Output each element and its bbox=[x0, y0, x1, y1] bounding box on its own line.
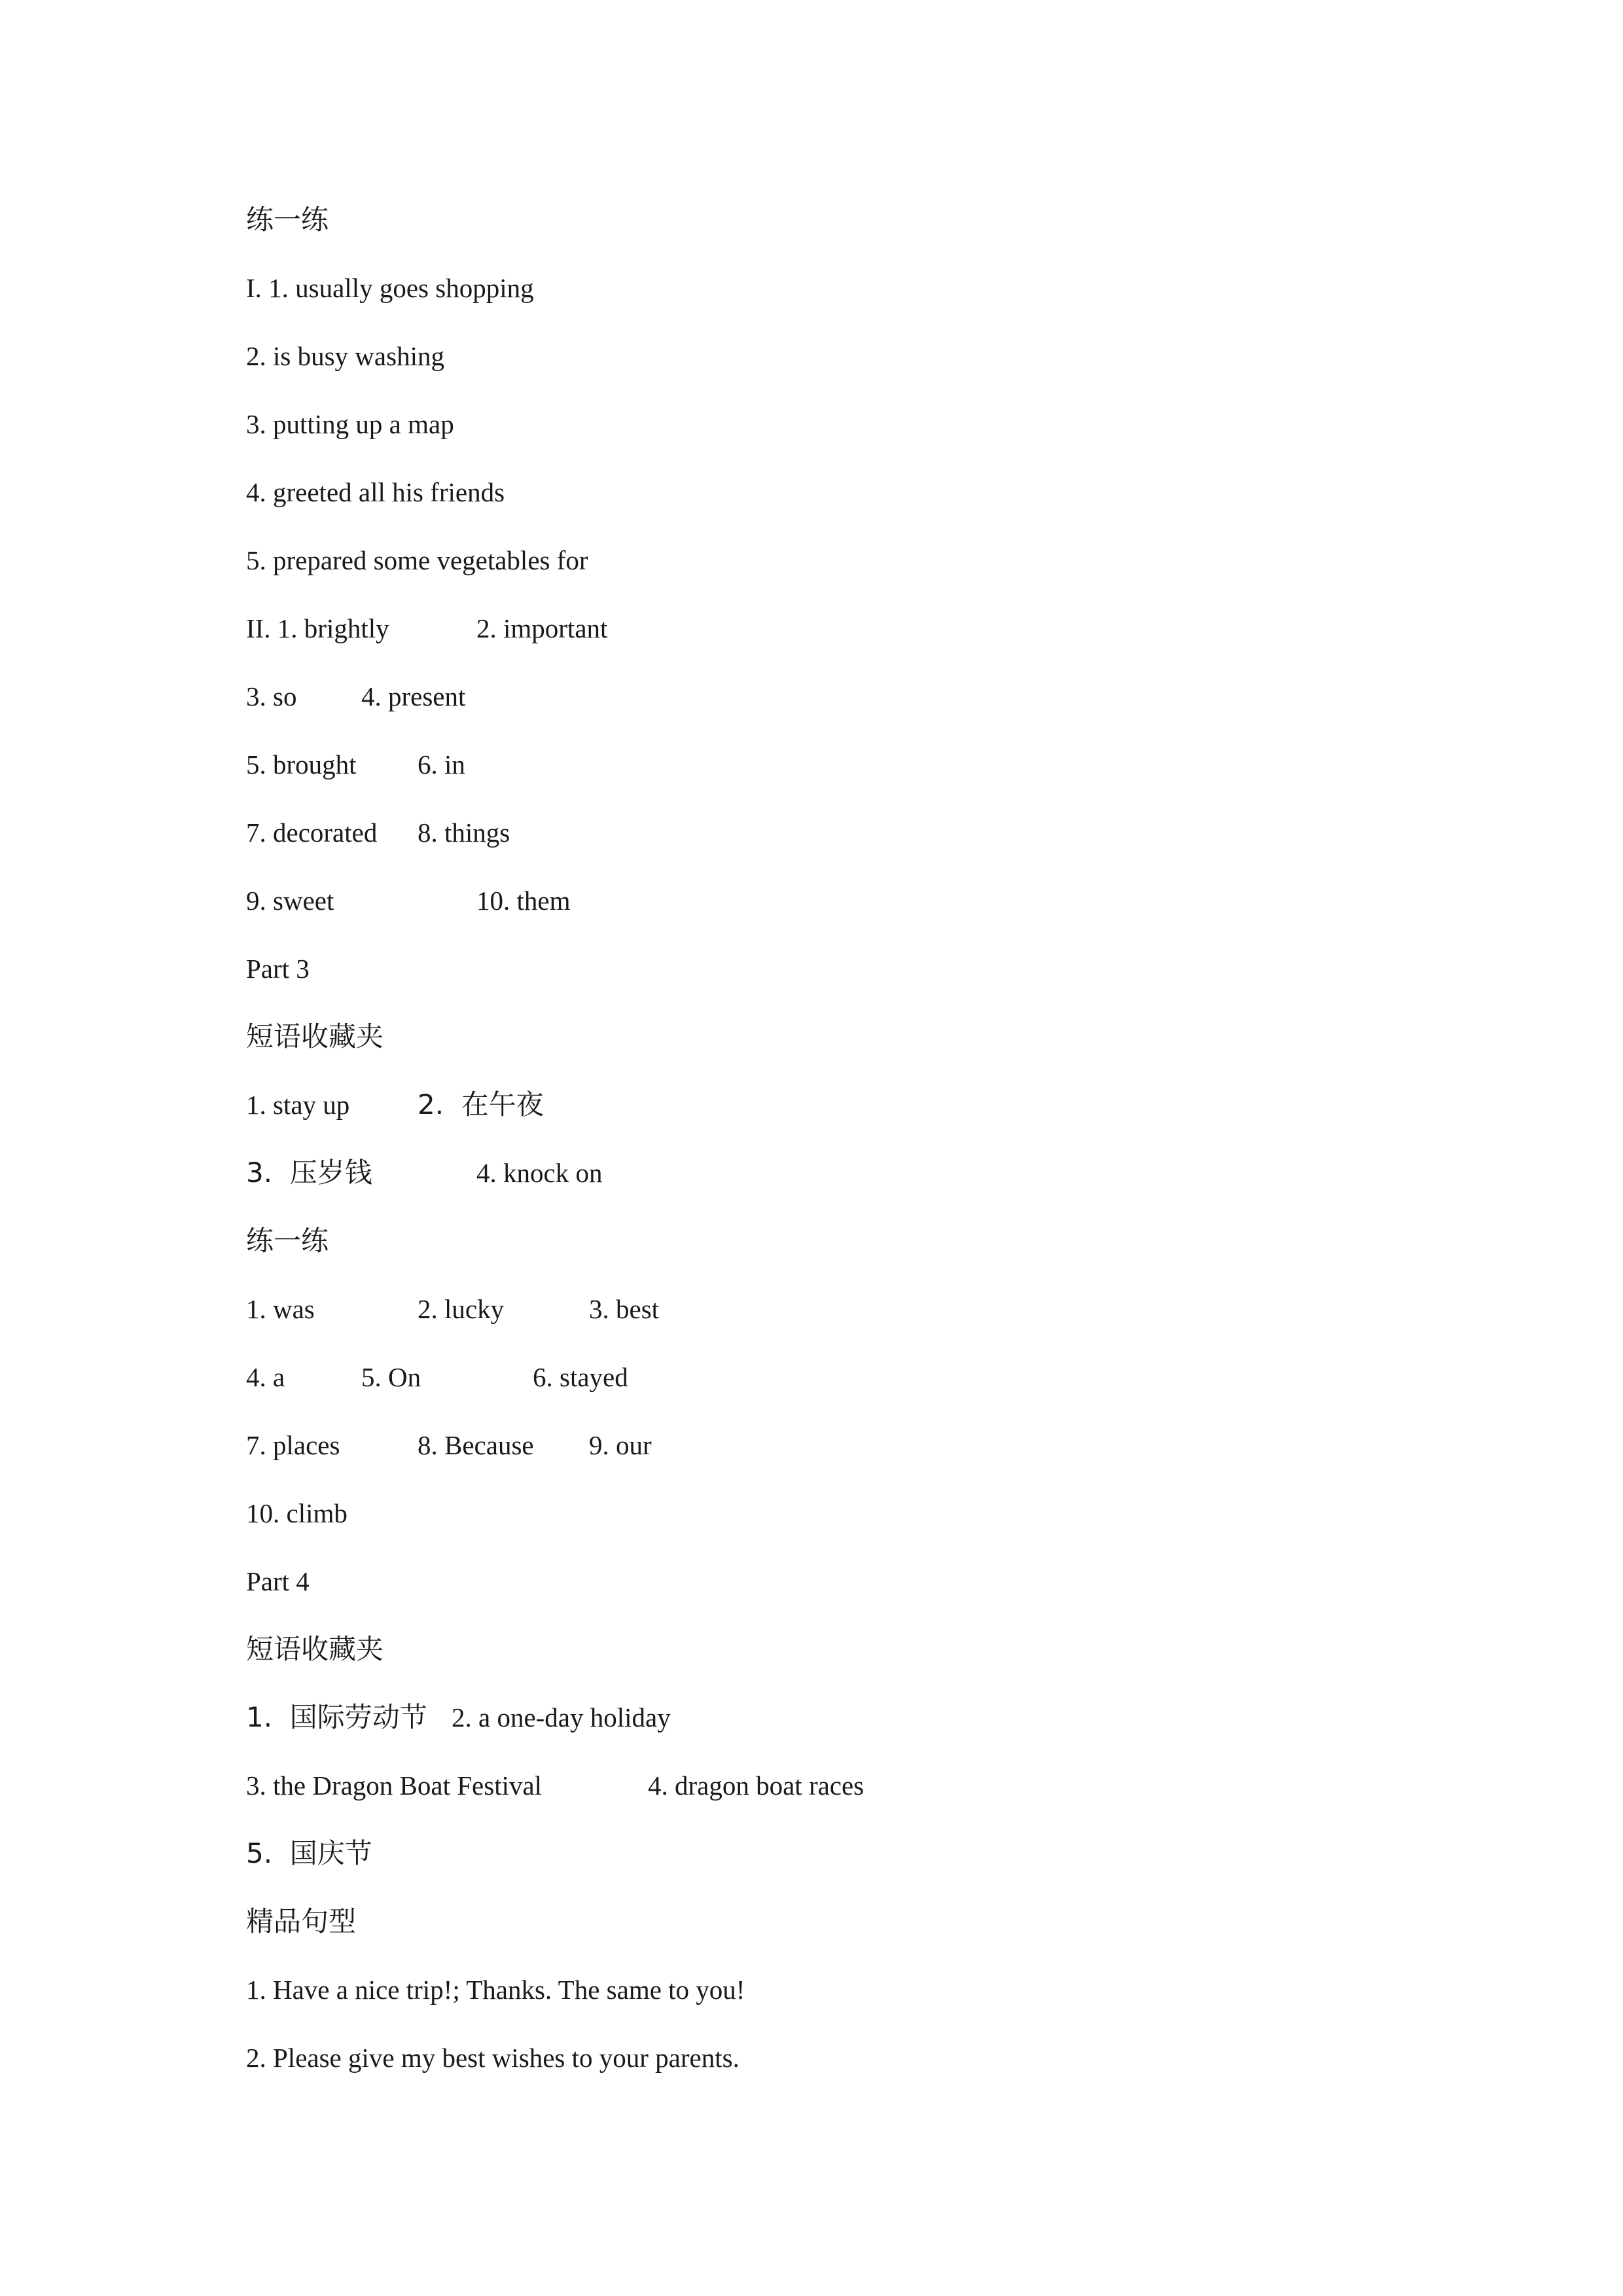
subheading-sentences bbox=[246, 1902, 357, 1941]
answer-text: 1. 国际劳动节 bbox=[246, 1701, 427, 1733]
subheading-text: 精品句型 bbox=[246, 1905, 357, 1937]
answer-text: 6. in bbox=[418, 749, 465, 780]
answer-text: 3. the Dragon Boat Festival bbox=[246, 1770, 543, 1801]
answer-line bbox=[246, 1426, 652, 1465]
answer-text: 4. knock on bbox=[476, 1158, 603, 1188]
answer-line bbox=[246, 1970, 745, 2009]
answer-text: 4. dragon boat races bbox=[648, 1770, 865, 1801]
answer-line bbox=[246, 1357, 628, 1397]
answer-text: 2. 在午夜 bbox=[418, 1088, 544, 1121]
answer-text: 2. is busy washing bbox=[246, 341, 444, 371]
answer-line bbox=[246, 813, 510, 852]
answer-text: 10. them bbox=[476, 886, 571, 916]
answer-text: 5. 国庆节 bbox=[246, 1837, 372, 1869]
answer-text: 8. things bbox=[418, 817, 510, 848]
answer-line bbox=[246, 1766, 865, 1805]
answer-text: 2. important bbox=[476, 613, 608, 643]
answer-text: 2. a one-day holiday bbox=[452, 1702, 671, 1732]
answer-text: 9. our bbox=[589, 1430, 652, 1460]
answer-text: 4. a bbox=[246, 1362, 285, 1392]
answer-line bbox=[246, 1698, 671, 1737]
answer-line bbox=[246, 745, 465, 784]
section-title: Part 4 bbox=[246, 1566, 310, 1596]
subheading-text: 短语收藏夹 bbox=[246, 1020, 384, 1052]
answer-line bbox=[246, 268, 534, 308]
answer-text: I. 1. usually goes shopping bbox=[246, 273, 534, 303]
answer-line bbox=[246, 881, 571, 920]
heading-practice bbox=[246, 1221, 329, 1261]
answer-line bbox=[246, 1085, 544, 1124]
answer-text: 3. 压岁钱 bbox=[246, 1157, 372, 1189]
answer-line bbox=[246, 1834, 372, 1873]
answer-line bbox=[246, 1494, 348, 1533]
answer-text: II. 1. brightly bbox=[246, 613, 389, 643]
section-heading bbox=[246, 1562, 310, 1601]
answer-text: 5. On bbox=[361, 1362, 421, 1392]
section-heading bbox=[246, 949, 310, 988]
answer-text: 4. greeted all his friends bbox=[246, 477, 505, 507]
answer-text: 8. Because bbox=[418, 1430, 534, 1460]
answer-line bbox=[246, 541, 588, 580]
answer-line bbox=[246, 473, 505, 512]
subheading-phrases bbox=[246, 1630, 384, 1669]
answer-text: 7. decorated bbox=[246, 817, 378, 848]
answer-text: 1. was bbox=[246, 1294, 315, 1324]
answer-text: 2. lucky bbox=[418, 1294, 505, 1324]
answer-text: 3. best bbox=[589, 1294, 660, 1324]
heading-text: 练一练 bbox=[246, 1225, 329, 1257]
heading-practice bbox=[246, 200, 329, 240]
section-title: Part 3 bbox=[246, 954, 310, 984]
answer-line bbox=[246, 1289, 660, 1329]
subheading-text: 短语收藏夹 bbox=[246, 1633, 384, 1665]
answer-text: 5. brought bbox=[246, 749, 357, 780]
answer-line bbox=[246, 2038, 740, 2077]
answer-line bbox=[246, 1153, 603, 1193]
answer-text: 3. putting up a map bbox=[246, 409, 454, 439]
answer-line bbox=[246, 404, 454, 444]
answer-text: 3. so bbox=[246, 681, 297, 711]
answer-text: 1. stay up bbox=[246, 1090, 350, 1120]
answer-text: 7. places bbox=[246, 1430, 340, 1460]
answer-text: 4. present bbox=[361, 681, 466, 711]
answer-line bbox=[246, 336, 444, 376]
subheading-phrases bbox=[246, 1017, 384, 1056]
answer-line bbox=[246, 609, 608, 648]
answer-text: 9. sweet bbox=[246, 886, 334, 916]
heading-text: 练一练 bbox=[246, 204, 329, 236]
answer-text: 5. prepared some vegetables for bbox=[246, 545, 588, 575]
answer-line bbox=[246, 677, 466, 716]
answer-text: 6. stayed bbox=[533, 1362, 628, 1392]
answer-text: 10. climb bbox=[246, 1498, 348, 1528]
answer-text: 2. Please give my best wishes to your parents. bbox=[246, 2043, 740, 2073]
answer-text: 1. Have a nice trip!; Thanks. The same to you! bbox=[246, 1975, 745, 2005]
